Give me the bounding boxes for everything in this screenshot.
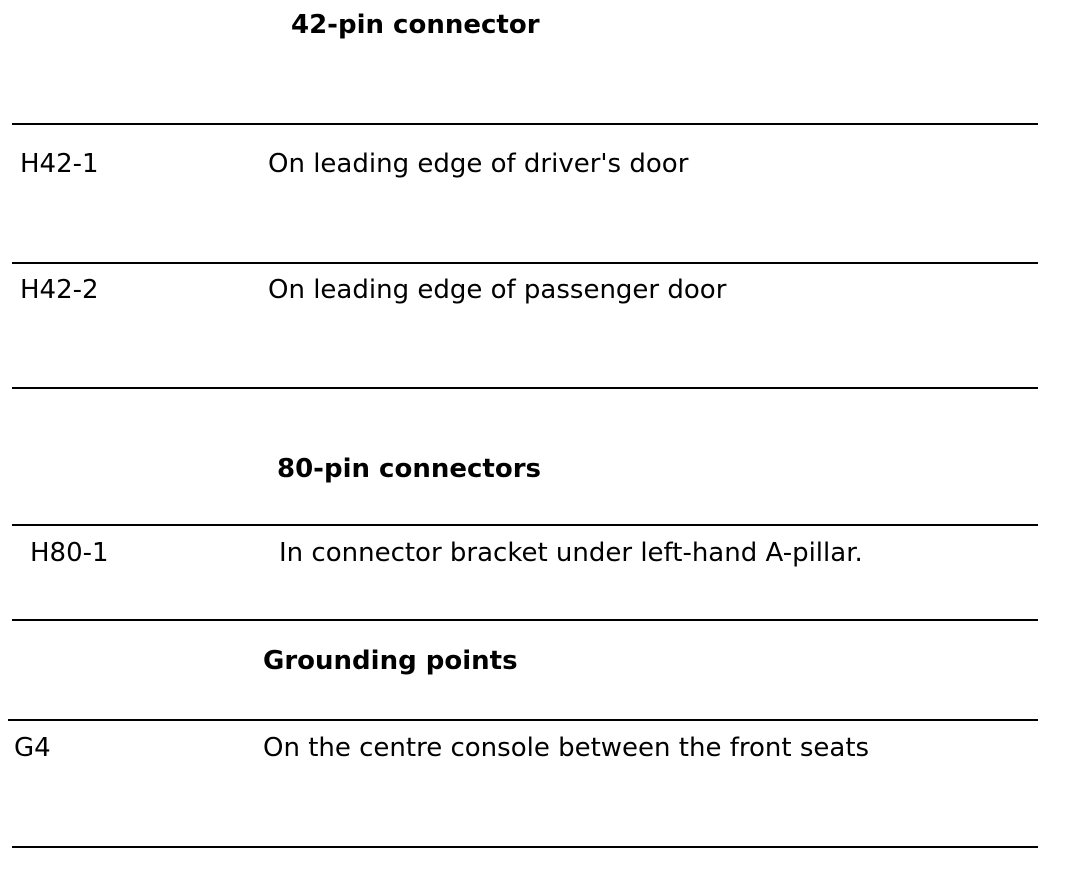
grounding-code: G4 <box>14 733 51 763</box>
connector-code: H42-1 <box>20 149 99 179</box>
connector-location: In connector bracket under left-hand A-pillar. <box>279 538 863 568</box>
connector-location: On leading edge of driver's door <box>268 149 689 179</box>
divider <box>12 524 1038 526</box>
divider <box>8 719 1038 721</box>
divider <box>12 846 1038 848</box>
connector-code: H80-1 <box>30 538 109 568</box>
divider <box>12 619 1038 621</box>
section-heading-42-pin: 42-pin connector <box>291 10 540 40</box>
section-heading-grounding: Grounding points <box>263 646 518 676</box>
connector-code: H42-2 <box>20 275 99 305</box>
section-heading-80-pin: 80-pin connectors <box>277 454 541 484</box>
divider <box>12 387 1038 389</box>
divider <box>12 262 1038 264</box>
connector-location: On leading edge of passenger door <box>268 275 727 305</box>
divider <box>12 123 1038 125</box>
grounding-location: On the centre console between the front seats <box>263 733 870 763</box>
